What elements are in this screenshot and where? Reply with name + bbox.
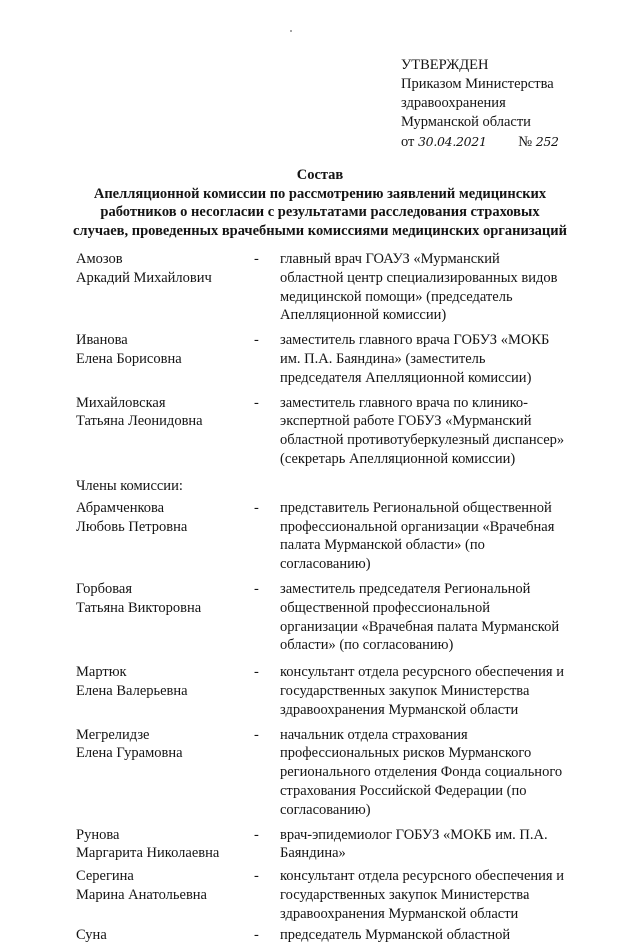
member-role-line: заместитель главного врача ГОБУЗ «МОКБ xyxy=(280,331,590,350)
member-row xyxy=(76,580,616,655)
member-role-line: области» (по согласованию) xyxy=(280,636,590,655)
member-name xyxy=(76,499,254,574)
member-role-line: регионального отделения Фонда социального xyxy=(280,763,590,782)
member-name-line: Михайловская xyxy=(76,394,254,413)
member-role-line: согласованию) xyxy=(280,801,590,820)
member-dash: - xyxy=(254,250,280,325)
member-name xyxy=(76,867,254,923)
member-dash: - xyxy=(254,926,280,944)
approval-line: здравоохранения xyxy=(401,94,559,113)
member-row xyxy=(76,394,616,469)
member-role xyxy=(280,926,590,944)
member-role-line: консультант отдела ресурсного обеспечения и xyxy=(280,663,590,682)
approval-line: УТВЕРЖДЕН xyxy=(401,56,559,75)
date-prefix: от xyxy=(401,134,414,150)
scan-speck xyxy=(290,30,292,32)
member-dash: - xyxy=(254,826,280,864)
member-role-line: (секретарь Апелляционной комиссии) xyxy=(280,450,590,469)
member-role-line: врач-эпидемиолог ГОБУЗ «МОКБ им. П.А. xyxy=(280,826,590,845)
member-row xyxy=(76,826,616,864)
member-role-line: организации «Врачебная палата Мурманской xyxy=(280,618,590,637)
member-role-line: здравоохранения Мурманской области xyxy=(280,701,590,720)
member-role-line: Апелляционной комиссии) xyxy=(280,306,590,325)
member-name-line: Амозов xyxy=(76,250,254,269)
member-dash: - xyxy=(254,499,280,574)
member-role-line: здравоохранения Мурманской области xyxy=(280,905,590,924)
title-line: работников о несогласии с результатами расследования страховых xyxy=(40,203,600,222)
members-label: Члены комиссии: xyxy=(76,477,616,497)
member-role xyxy=(280,331,590,387)
member-role xyxy=(280,394,590,469)
handwritten-date: 30.04.2021 xyxy=(418,134,487,149)
member-role-line: председателя Апелляционной комиссии) xyxy=(280,369,590,388)
member-name xyxy=(76,726,254,820)
members-list xyxy=(76,499,616,944)
member-name-line: Горбовая xyxy=(76,580,254,599)
member-row xyxy=(76,331,616,387)
member-row xyxy=(76,867,616,923)
member-dash: - xyxy=(254,580,280,655)
member-name-line: Любовь Петровна xyxy=(76,518,254,537)
document-title xyxy=(40,166,600,240)
member-role xyxy=(280,580,590,655)
commission-list xyxy=(76,250,616,944)
approval-line: Мурманской области xyxy=(401,113,559,132)
member-name xyxy=(76,250,254,325)
member-dash: - xyxy=(254,394,280,469)
member-name-line: Мегрелидзе xyxy=(76,726,254,745)
approval-line: Приказом Министерства xyxy=(401,75,559,94)
member-role-line: им. П.А. Баяндина» (заместитель xyxy=(280,350,590,369)
title-heading: Состав xyxy=(40,166,600,185)
member-name-line: Абрамченкова xyxy=(76,499,254,518)
member-role-line: профессиональных рисков Мурманского xyxy=(280,744,590,763)
member-role-line: страхования Российской Федерации (по xyxy=(280,782,590,801)
number-prefix: № xyxy=(518,134,532,150)
member-name-line: Мартюк xyxy=(76,663,254,682)
member-role xyxy=(280,663,590,719)
member-row xyxy=(76,250,616,325)
member-role-line: председатель Мурманской областной xyxy=(280,926,590,944)
leaders-list xyxy=(76,250,616,469)
member-role-line: государственных закупок Министерства xyxy=(280,682,590,701)
approval-date-line xyxy=(401,132,559,152)
member-role-line: представитель Региональной общественной xyxy=(280,499,590,518)
member-name xyxy=(76,663,254,719)
member-name xyxy=(76,826,254,864)
member-role-line: государственных закупок Министерства xyxy=(280,886,590,905)
member-name-line: Татьяна Викторовна xyxy=(76,599,254,618)
member-role xyxy=(280,826,590,864)
member-row xyxy=(76,499,616,574)
member-role xyxy=(280,867,590,923)
member-role-line: заместитель главного врача по клинико- xyxy=(280,394,590,413)
member-name-line: Иванова xyxy=(76,331,254,350)
member-name-line: Аркадий Михайлович xyxy=(76,269,254,288)
handwritten-number: 252 xyxy=(536,134,559,149)
member-name-line: Татьяна Леонидовна xyxy=(76,412,254,431)
member-dash: - xyxy=(254,867,280,923)
member-name-line: Суна xyxy=(76,926,254,944)
member-role-line: областной противотуберкулезный диспансер» xyxy=(280,431,590,450)
member-role-line: консультант отдела ресурсного обеспечения и xyxy=(280,867,590,886)
member-role-line: палата Мурманской области» (по xyxy=(280,536,590,555)
title-line: Апелляционной комиссии по рассмотрению заявлений медицинских xyxy=(40,185,600,204)
member-role-line: заместитель председателя Региональной xyxy=(280,580,590,599)
member-role xyxy=(280,726,590,820)
member-role xyxy=(280,250,590,325)
member-name-line: Маргарита Николаевна xyxy=(76,844,254,863)
title-line: случаев, проведенных врачебными комиссиями медицинских организаций xyxy=(40,222,600,241)
member-name-line: Серегина xyxy=(76,867,254,886)
member-role-line: медицинской помощи» (председатель xyxy=(280,288,590,307)
member-role-line: Баяндина» xyxy=(280,844,590,863)
member-role-line: согласованию) xyxy=(280,555,590,574)
member-name xyxy=(76,394,254,469)
member-name xyxy=(76,331,254,387)
member-role-line: областной центр специализированных видов xyxy=(280,269,590,288)
member-role-line: экспертной работе ГОБУЗ «Мурманский xyxy=(280,412,590,431)
member-row xyxy=(76,726,616,820)
member-name-line: Елена Борисовна xyxy=(76,350,254,369)
member-role xyxy=(280,499,590,574)
member-dash: - xyxy=(254,663,280,719)
member-dash: - xyxy=(254,726,280,820)
member-role-line: профессиональной организации «Врачебная xyxy=(280,518,590,537)
member-name-line: Марина Анатольевна xyxy=(76,886,254,905)
member-name-line: Елена Гурамовна xyxy=(76,744,254,763)
member-row xyxy=(76,926,616,944)
member-role-line: начальник отдела страхования xyxy=(280,726,590,745)
approval-stamp xyxy=(401,56,559,152)
member-role-line: главный врач ГОАУЗ «Мурманский xyxy=(280,250,590,269)
member-name-line: Елена Валерьевна xyxy=(76,682,254,701)
member-row xyxy=(76,663,616,719)
member-name xyxy=(76,926,254,944)
member-name-line: Рунова xyxy=(76,826,254,845)
member-name xyxy=(76,580,254,655)
member-dash: - xyxy=(254,331,280,387)
member-role-line: общественной профессиональной xyxy=(280,599,590,618)
